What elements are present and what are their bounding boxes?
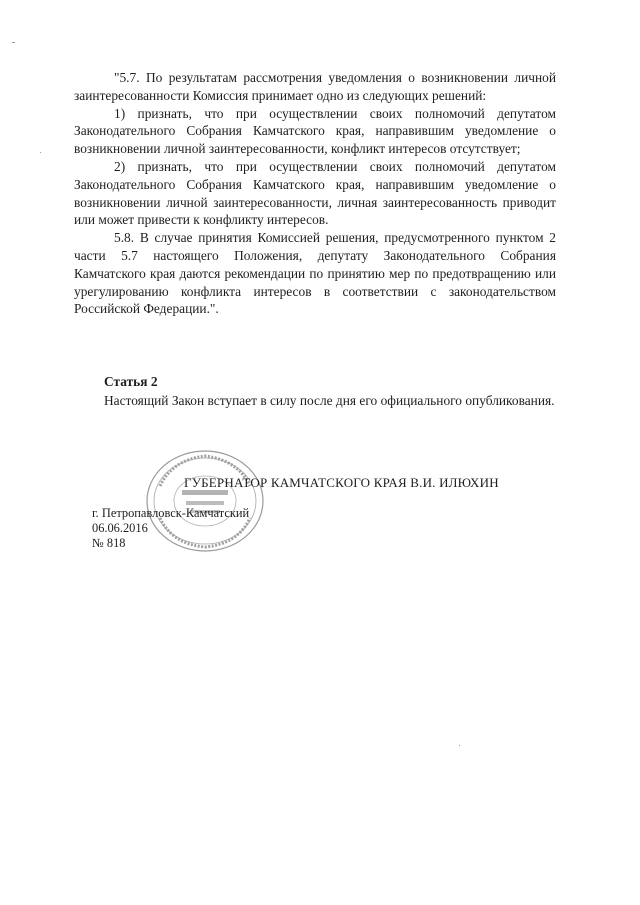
scan-speck — [12, 42, 15, 43]
article-text: Настоящий Закон вступает в силу после дня его официального опубликования. — [104, 392, 555, 408]
article-2 — [74, 373, 556, 410]
signing-date: 06.06.2016 — [92, 521, 148, 535]
scan-speck — [40, 152, 41, 153]
paragraph-5-7: "5.7. По результатам рассмотрения уведомления о возникновении личной заинтересованности Комиссия принимает одно из следующих решений: — [74, 70, 556, 103]
scan-speck — [459, 745, 460, 746]
signing-place: г. Петропавловск-Камчатский — [92, 506, 250, 520]
amendment-text — [74, 69, 556, 318]
paragraph-5-7-item-2: 2) признать, что при осуществлении своих полномочий депутатом Законодательного Собрания Камчатского края, направившим уведомление о возникновении личной заинтересованности, личная заинтересованность приводит или может привести к конфликту интересов. — [74, 158, 556, 228]
signature-line: ГУБЕРНАТОР КАМЧАТСКОГО КРАЯ В.И. ИЛЮХИН — [184, 475, 499, 490]
paragraph-5-7-item-1: 1) признать, что при осуществлении своих полномочий депутатом Законодательного Собрания Камчатского края, направившим уведомление о возникновении личной заинтересованности, конфликт интересов отсутствует; — [74, 105, 556, 157]
signing-details — [92, 506, 249, 551]
law-number: № 818 — [92, 536, 126, 550]
article-heading: Статья 2 — [104, 374, 158, 389]
paragraph-5-8: 5.8. В случае принятия Комиссией решения, предусмотренного пунктом 2 части 5.7 настоящего Положения, депутату Законодательного Собрания Камчатского края даются рекомендации по принятию мер по предотвращению или урегулированию конфликта интересов в соответствии с законодательством Российской Федерации.". — [74, 230, 556, 317]
